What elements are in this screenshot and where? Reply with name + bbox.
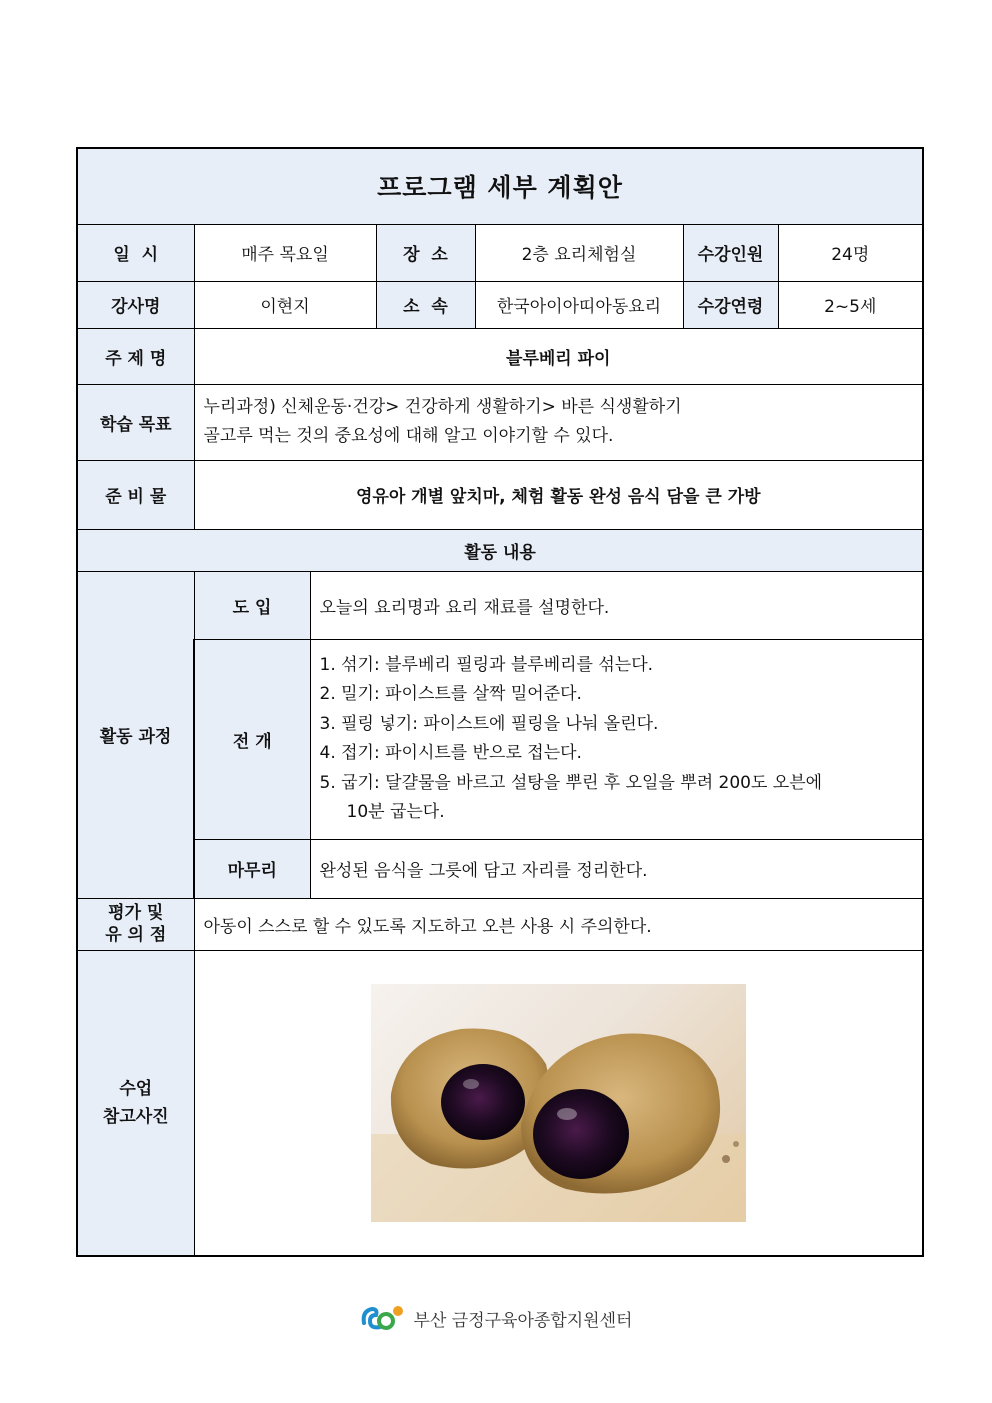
activity-header: 활동 내용 xyxy=(77,529,923,571)
step-item: 5. 굽기: 달걀물을 바르고 설탕을 뿌린 후 오일을 뿌려 200도 오븐에 xyxy=(319,772,823,793)
step-item: 4. 접기: 파이시트를 반으로 접는다. xyxy=(319,743,582,763)
process-label: 활동 과정 xyxy=(77,571,194,898)
goal-label: 학습 목표 xyxy=(77,384,194,460)
evaluation-label xyxy=(77,898,194,950)
subject-label: 주 제 명 xyxy=(77,328,194,384)
program-plan-table xyxy=(76,147,924,1257)
materials-value: 영유아 개별 앞치마, 체험 활동 완성 음식 담을 큰 가방 xyxy=(194,460,923,529)
instructor-value: 이현지 xyxy=(194,281,376,328)
capacity-label: 수강인원 xyxy=(683,224,778,281)
affiliation-value: 한국아이아띠아동요리 xyxy=(475,281,683,328)
reference-photo-label-line: 참고사진 xyxy=(102,1106,169,1127)
evaluation-label-line: 유 의 점 xyxy=(105,925,167,945)
reference-photo-cell xyxy=(194,950,923,1256)
reference-photo-label-line: 수업 xyxy=(119,1078,153,1099)
age-label: 수강연령 xyxy=(683,281,778,328)
evaluation-label-line: 평가 및 xyxy=(108,903,164,923)
closing-value: 완성된 음식을 그릇에 담고 자리를 정리한다. xyxy=(310,839,923,898)
footer xyxy=(0,1303,992,1337)
goal-line: 누리과정) 신체운동·건강> 건강하게 생활하기> 바른 식생활하기 xyxy=(203,397,682,417)
affiliation-label: 소 속 xyxy=(376,281,475,328)
step-item: 2. 밀기: 파이스트를 살짝 밀어준다. xyxy=(319,684,582,704)
place-value: 2층 요리체험실 xyxy=(475,224,683,281)
step-item: 3. 필링 넣기: 파이스트에 필링을 나눠 올린다. xyxy=(319,713,659,734)
materials-label: 준 비 물 xyxy=(77,460,194,529)
development-label: 전 개 xyxy=(194,639,310,839)
page-title: 프로그램 세부 계획안 xyxy=(77,148,923,224)
age-value: 2~5세 xyxy=(778,281,923,328)
closing-label: 마무리 xyxy=(194,839,310,898)
step-item-continued: 10분 굽는다. xyxy=(346,802,445,822)
schedule-value: 매주 목요일 xyxy=(194,224,376,281)
schedule-label: 일 시 xyxy=(77,224,194,281)
step-item: 1. 섞기: 블루베리 필링과 블루베리를 섞는다. xyxy=(319,654,654,675)
intro-label: 도 입 xyxy=(194,571,310,639)
development-steps xyxy=(310,639,923,839)
capacity-value: 24명 xyxy=(778,224,923,281)
intro-value: 오늘의 요리명과 요리 재료를 설명한다. xyxy=(310,571,923,639)
evaluation-value: 아동이 스스로 할 수 있도록 지도하고 오븐 사용 시 주의한다. xyxy=(194,898,923,950)
reference-photo-label xyxy=(77,950,194,1256)
instructor-label: 강사명 xyxy=(77,281,194,328)
goal-line: 골고루 먹는 것의 중요성에 대해 알고 이야기할 수 있다. xyxy=(203,426,614,446)
footer-logo-group xyxy=(360,1303,633,1333)
center-logo-icon xyxy=(360,1303,406,1333)
footer-org-name: 부산 금정구육아종합지원센터 xyxy=(413,1310,633,1331)
blueberry-pie-photo xyxy=(371,984,746,1222)
subject-value: 블루베리 파이 xyxy=(194,328,923,384)
goal-value xyxy=(194,384,923,460)
place-label: 장 소 xyxy=(376,224,475,281)
blueberry-pie-image xyxy=(371,984,746,1222)
